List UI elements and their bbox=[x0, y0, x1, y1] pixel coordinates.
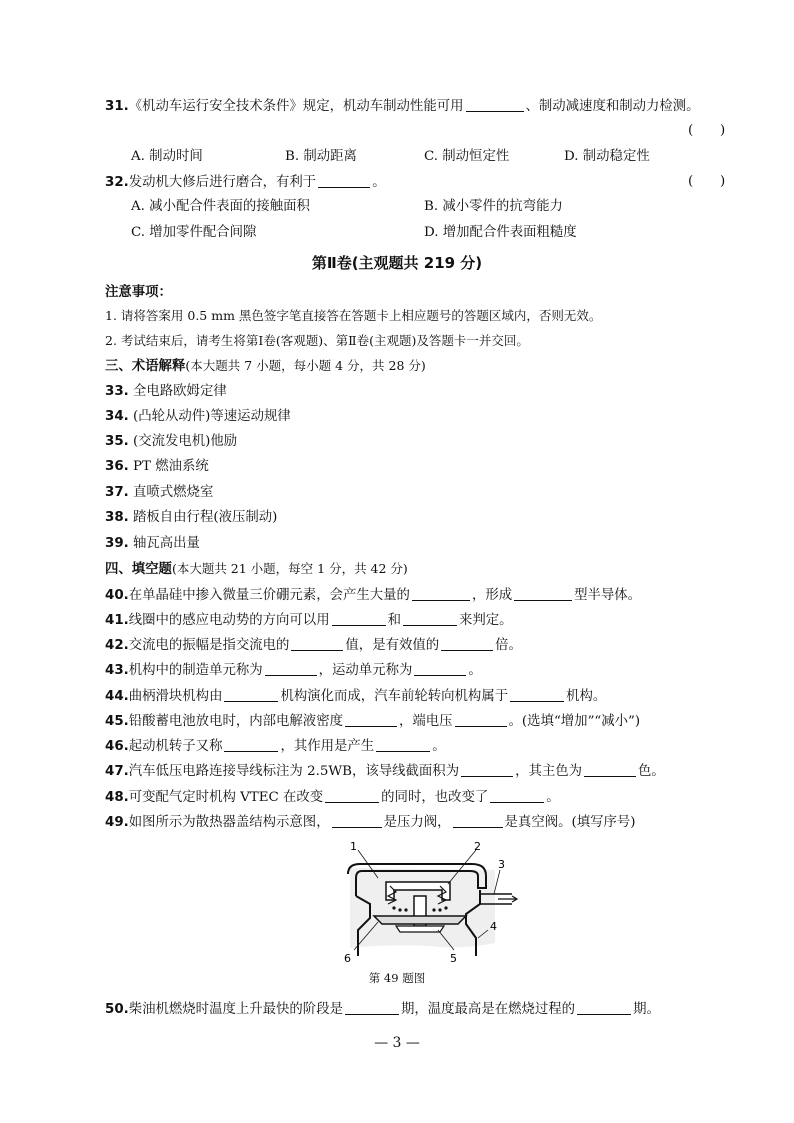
answer-blank[interactable] bbox=[584, 762, 636, 777]
term-item bbox=[105, 535, 200, 553]
question-text: 如图所示为散热器盖结构示意图， bbox=[128, 815, 330, 830]
callout-label: 2 bbox=[474, 840, 481, 853]
callout-label: 5 bbox=[450, 952, 457, 965]
question-text: 机构。 bbox=[566, 689, 607, 704]
answer-paren[interactable]: ( ) bbox=[688, 123, 726, 138]
question-31 bbox=[105, 97, 700, 116]
callout-label: 4 bbox=[490, 920, 497, 933]
answer-blank[interactable] bbox=[455, 712, 507, 727]
callout-label: 6 bbox=[344, 952, 351, 965]
question-32 bbox=[105, 173, 386, 192]
question-number: 33. bbox=[105, 384, 129, 399]
option-b: B. 制动距离 bbox=[285, 149, 357, 164]
term-item bbox=[105, 458, 209, 476]
term-item bbox=[105, 383, 227, 401]
question-text: 机构演化而成，汽车前轮转向机构属于 bbox=[280, 689, 509, 704]
question-number: 45. bbox=[105, 714, 129, 729]
answer-blank[interactable] bbox=[224, 737, 278, 752]
question-number: 50. bbox=[105, 1002, 129, 1017]
option-c: C. 制动恒定性 bbox=[424, 149, 510, 164]
question-text: 。 bbox=[546, 790, 560, 805]
question-text: 。 bbox=[432, 739, 446, 754]
answer-blank[interactable] bbox=[453, 813, 503, 828]
question-number: 31. bbox=[105, 99, 129, 114]
question-text: 发动机大修后进行磨合，有利于 bbox=[128, 175, 317, 190]
term-item bbox=[105, 408, 291, 426]
option-d: D. 制动稳定性 bbox=[564, 149, 650, 164]
part4-heading bbox=[105, 560, 408, 579]
question-text: 期。 bbox=[633, 1002, 660, 1017]
term-item bbox=[105, 509, 277, 527]
answer-blank[interactable] bbox=[510, 687, 564, 702]
term-text: PT 燃油系统 bbox=[133, 459, 209, 474]
question-text: 可变配气定时机构 VTEC 在改变 bbox=[128, 790, 324, 805]
question-text: ，运动单元称为 bbox=[318, 663, 413, 678]
question-text: 《机动车运行安全技术条件》规定，机动车制动性能可用 bbox=[128, 99, 464, 114]
answer-blank[interactable] bbox=[412, 586, 470, 601]
answer-blank[interactable] bbox=[332, 611, 386, 626]
note-item: 1. 请将答案用 0.5 mm 黑色签字笔直接答在答题卡上相应题号的答题区域内，否则无效。 bbox=[105, 308, 602, 323]
question-number: 48. bbox=[105, 790, 129, 805]
figure-caption: 第 49 题图 bbox=[368, 971, 426, 985]
question-text: 期，温度最高是在燃烧过程的 bbox=[400, 1002, 576, 1017]
question-42 bbox=[105, 636, 522, 655]
question-text: 、制动减速度和制动力检测。 bbox=[525, 99, 700, 114]
question-40 bbox=[105, 586, 641, 605]
question-text: 来判定。 bbox=[458, 613, 513, 628]
question-text: 汽车低压电路连接导线标注为 2.5WB，该导线截面积为 bbox=[128, 764, 460, 779]
part3-heading bbox=[105, 357, 426, 376]
question-text: 是压力阀， bbox=[383, 815, 451, 830]
question-number: 34. bbox=[105, 409, 129, 424]
answer-blank[interactable] bbox=[345, 712, 397, 727]
radiator-cap-diagram bbox=[330, 838, 520, 970]
answer-blank[interactable] bbox=[466, 97, 524, 112]
question-text: 在单晶硅中掺入微量三价硼元素，会产生大量的 bbox=[128, 588, 410, 603]
answer-blank[interactable] bbox=[414, 661, 466, 676]
option-b: B. 减小零件的抗弯能力 bbox=[424, 199, 563, 214]
question-50 bbox=[105, 1000, 660, 1019]
question-number: 37. bbox=[105, 485, 129, 500]
question-text: 倍。 bbox=[495, 638, 522, 653]
question-number: 39. bbox=[105, 536, 129, 551]
option-d: D. 增加配合件表面粗糙度 bbox=[424, 225, 577, 240]
page-number: — 3 — bbox=[374, 1035, 420, 1051]
answer-paren[interactable]: ( ) bbox=[688, 174, 726, 189]
question-text: 。 bbox=[468, 663, 482, 678]
question-text: 。 bbox=[372, 175, 386, 190]
part-subtitle: (本大题共 21 小题，每空 1 分，共 42 分) bbox=[171, 561, 408, 576]
term-text: (凸轮从动件)等速运动规律 bbox=[133, 409, 291, 424]
answer-blank[interactable] bbox=[376, 737, 430, 752]
question-text: 线圈中的感应电动势的方向可以用 bbox=[128, 613, 330, 628]
question-number: 40. bbox=[105, 588, 129, 603]
option-c: C. 增加零件配合间隙 bbox=[131, 225, 257, 240]
question-text: 起动机转子又称 bbox=[128, 739, 223, 754]
notes-heading: 注意事项： bbox=[105, 285, 172, 300]
answer-blank[interactable] bbox=[441, 636, 493, 651]
question-number: 49. bbox=[105, 815, 129, 830]
question-number: 42. bbox=[105, 638, 129, 653]
answer-blank[interactable] bbox=[577, 1000, 631, 1015]
question-text: 。(选填“增加”“减小”) bbox=[508, 714, 641, 729]
question-text: 机构中的制造单元称为 bbox=[128, 663, 263, 678]
question-number: 41. bbox=[105, 613, 129, 628]
term-text: 全电路欧姆定律 bbox=[133, 384, 227, 399]
question-number: 38. bbox=[105, 510, 129, 525]
question-text: 值，是有效值的 bbox=[345, 638, 440, 653]
answer-blank[interactable] bbox=[332, 813, 382, 828]
term-text: (交流发电机)他励 bbox=[133, 434, 238, 449]
part-title: 四、填空题 bbox=[105, 562, 172, 577]
part-title: 三、术语解释 bbox=[105, 359, 186, 374]
question-text: 交流电的振幅是指交流电的 bbox=[128, 638, 290, 653]
question-number: 46. bbox=[105, 739, 129, 754]
term-text: 踏板自由行程(液压制动) bbox=[133, 510, 278, 525]
question-text: 柴油机燃烧时温度上升最快的阶段是 bbox=[128, 1002, 343, 1017]
question-text: 色。 bbox=[638, 764, 665, 779]
answer-blank[interactable] bbox=[403, 611, 457, 626]
question-text: ，其主色为 bbox=[515, 764, 583, 779]
question-47 bbox=[105, 762, 665, 781]
question-text: 的同时，也改变了 bbox=[381, 790, 489, 805]
callout-label: 1 bbox=[350, 840, 357, 853]
question-number: 47. bbox=[105, 764, 129, 779]
question-text: 是真空阀。(填写序号) bbox=[504, 815, 636, 830]
term-text: 轴瓦高出量 bbox=[133, 536, 200, 551]
question-number: 44. bbox=[105, 689, 129, 704]
question-44 bbox=[105, 687, 606, 706]
term-text: 直喷式燃烧室 bbox=[133, 485, 214, 500]
answer-blank[interactable] bbox=[345, 1000, 399, 1015]
question-text: 和 bbox=[387, 613, 401, 628]
answer-blank[interactable] bbox=[224, 687, 278, 702]
term-item bbox=[105, 433, 237, 451]
question-text: 型半导体。 bbox=[574, 588, 642, 603]
answer-blank[interactable] bbox=[318, 173, 370, 188]
answer-blank[interactable] bbox=[490, 788, 544, 803]
question-text: 曲柄滑块机构由 bbox=[128, 689, 223, 704]
question-number: 36. bbox=[105, 459, 129, 474]
question-number: 43. bbox=[105, 663, 129, 678]
part-subtitle: (本大题共 7 小题，每小题 4 分，共 28 分) bbox=[185, 358, 426, 373]
question-43 bbox=[105, 661, 482, 680]
question-number: 32. bbox=[105, 175, 129, 190]
note-item: 2. 考试结束后，请考生将第Ⅰ卷(客观题)、第Ⅱ卷(主观题)及答题卡一并交回。 bbox=[105, 333, 529, 348]
question-text: ，形成 bbox=[471, 588, 513, 603]
section-title: 第Ⅱ卷(主观题共 219 分) bbox=[311, 254, 483, 272]
question-45 bbox=[105, 712, 640, 731]
answer-blank[interactable] bbox=[514, 586, 572, 601]
question-text: ，其作用是产生 bbox=[280, 739, 375, 754]
answer-blank[interactable] bbox=[291, 636, 343, 651]
option-a: A. 减小配合件表面的接触面积 bbox=[131, 199, 310, 214]
answer-blank[interactable] bbox=[325, 788, 379, 803]
answer-blank[interactable] bbox=[461, 762, 513, 777]
term-item bbox=[105, 484, 213, 502]
question-text: ，端电压 bbox=[398, 714, 453, 729]
option-a: A. 制动时间 bbox=[131, 149, 203, 164]
answer-blank[interactable] bbox=[265, 661, 317, 676]
question-number: 35. bbox=[105, 434, 129, 449]
callout-label: 3 bbox=[498, 858, 505, 871]
question-text: 铅酸蓄电池放电时，内部电解液密度 bbox=[128, 714, 343, 729]
question-49 bbox=[105, 813, 636, 832]
question-48 bbox=[105, 788, 560, 807]
question-41 bbox=[105, 611, 513, 630]
question-46 bbox=[105, 737, 446, 756]
